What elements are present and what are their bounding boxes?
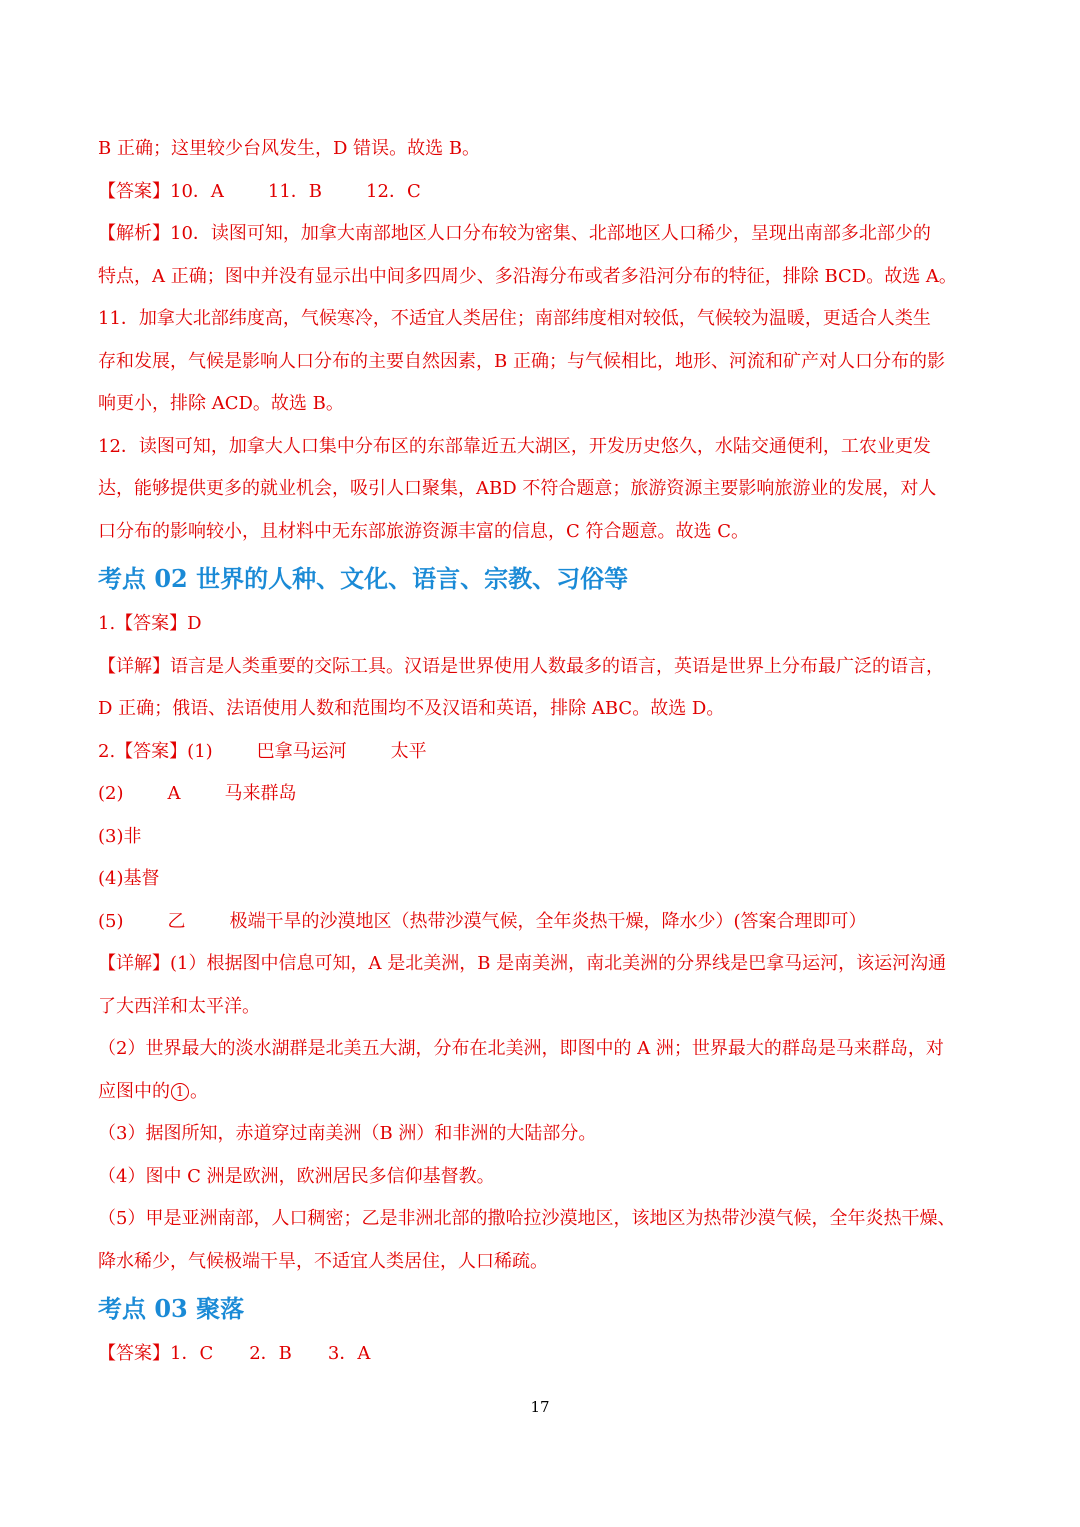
answer-value: 乙	[167, 910, 186, 932]
text-span: 应图中的	[98, 1080, 170, 1102]
answer-label: 2.【答案】(1)	[98, 740, 213, 762]
answer-value: A	[167, 783, 181, 804]
answer-1: 【答案】1．C	[98, 1343, 214, 1364]
text-line: 存和发展，气候是影响人口分布的主要自然因素，B 正确；与气候相比，地形、河流和矿产对人口分布的影	[98, 350, 945, 372]
text-span: 。	[190, 1080, 208, 1102]
text-line: D 正确；俄语、法语使用人数和范围均不及汉语和英语，排除 ABC。故选 D。	[98, 698, 725, 719]
text-line: (3)非	[98, 825, 142, 847]
text-line: 特点，A 正确；图中并没有显示出中间多四周少、多沿海分布或者多沿河分布的特征，排除 BCD。故选 A。	[98, 265, 957, 287]
text-line: (4)基督	[98, 868, 160, 889]
text-line: B 正确；这里较少台风发生，D 错误。故选 B。	[98, 138, 481, 159]
page-content	[98, 128, 988, 1376]
answer-line	[98, 171, 988, 214]
answer-3: 3．A	[327, 1343, 371, 1364]
text-line: （3）据图所知，赤道穿过南美洲（B 洲）和非洲的大陆部分。	[98, 1123, 597, 1144]
answer-value: 巴拿马运河	[256, 740, 347, 762]
answer-label: (5)	[98, 910, 124, 932]
text-line: 11．加拿大北部纬度高，气候寒冷，不适宜人类居住；南部纬度相对较低，气候较为温暖，更适合人类生	[98, 308, 931, 329]
section-heading-02: 考点 02 世界的人种、文化、语言、宗教、习俗等	[98, 564, 629, 593]
circled-number: 1	[171, 1083, 189, 1101]
answer-line	[98, 901, 988, 944]
text-line: （4）图中 C 洲是欧洲，欧洲居民多信仰基督教。	[98, 1165, 495, 1187]
text-line: 12．读图可知，加拿大人口集中分布区的东部靠近五大湖区，开发历史悠久，水陆交通便利，工农业更发	[98, 435, 931, 457]
text-line: 口分布的影响较小，且材料中无东部旅游资源丰富的信息，C 符合题意。故选 C。	[98, 520, 749, 542]
answer-12: 12．C	[366, 180, 421, 202]
text-line: 了大西洋和太平洋。	[98, 995, 260, 1017]
text-line: （5）甲是亚洲南部，人口稠密；乙是非洲北部的撒哈拉沙漠地区，该地区为热带沙漠气候，全年炎热干燥、	[98, 1208, 956, 1229]
text-line: 【详解】(1）根据图中信息可知，A 是北美洲，B 是南美洲，南北美洲的分界线是巴拿马运河，该运河沟通	[98, 953, 947, 974]
section-heading-03: 考点 03 聚落	[98, 1294, 245, 1323]
answer-2: 2．B	[249, 1343, 292, 1364]
answer-line	[98, 731, 988, 774]
text-line: 【详解】语言是人类重要的交际工具。汉语是世界使用人数最多的语言，英语是世界上分布最广泛的语言，	[98, 655, 944, 677]
page-number: 17	[530, 1398, 550, 1416]
answer-value: 极端干旱的沙漠地区（热带沙漠气候，全年炎热干燥，降水少）(答案合理即可）	[229, 910, 867, 932]
answer-value: 太平	[390, 740, 427, 762]
text-line	[98, 1071, 988, 1114]
text-line: 【解析】10．读图可知，加拿大南部地区人口分布较为密集、北部地区人口稀少，呈现出南部多北部少的	[98, 223, 931, 244]
answer-11: 11．B	[267, 180, 323, 202]
text-line: 降水稀少，气候极端干旱，不适宜人类居住，人口稀疏。	[98, 1250, 548, 1272]
text-line: 1.【答案】D	[98, 613, 202, 634]
text-line: （2）世界最大的淡水湖群是北美五大湖，分布在北美洲，即图中的 A 洲；世界最大的群岛是马来群岛，对	[98, 1038, 944, 1059]
answer-line	[98, 773, 988, 816]
answer-line	[98, 1333, 988, 1376]
answer-label: (2)	[98, 783, 124, 804]
text-line: 响更小，排除 ACD。故选 B。	[98, 393, 344, 414]
text-line: 达，能够提供更多的就业机会，吸引人口聚集，ABD 不符合题意；旅游资源主要影响旅游业的发展，对人	[98, 478, 937, 499]
answer-10: 【答案】10．A	[98, 180, 224, 202]
answer-value: 马来群岛	[224, 783, 297, 804]
